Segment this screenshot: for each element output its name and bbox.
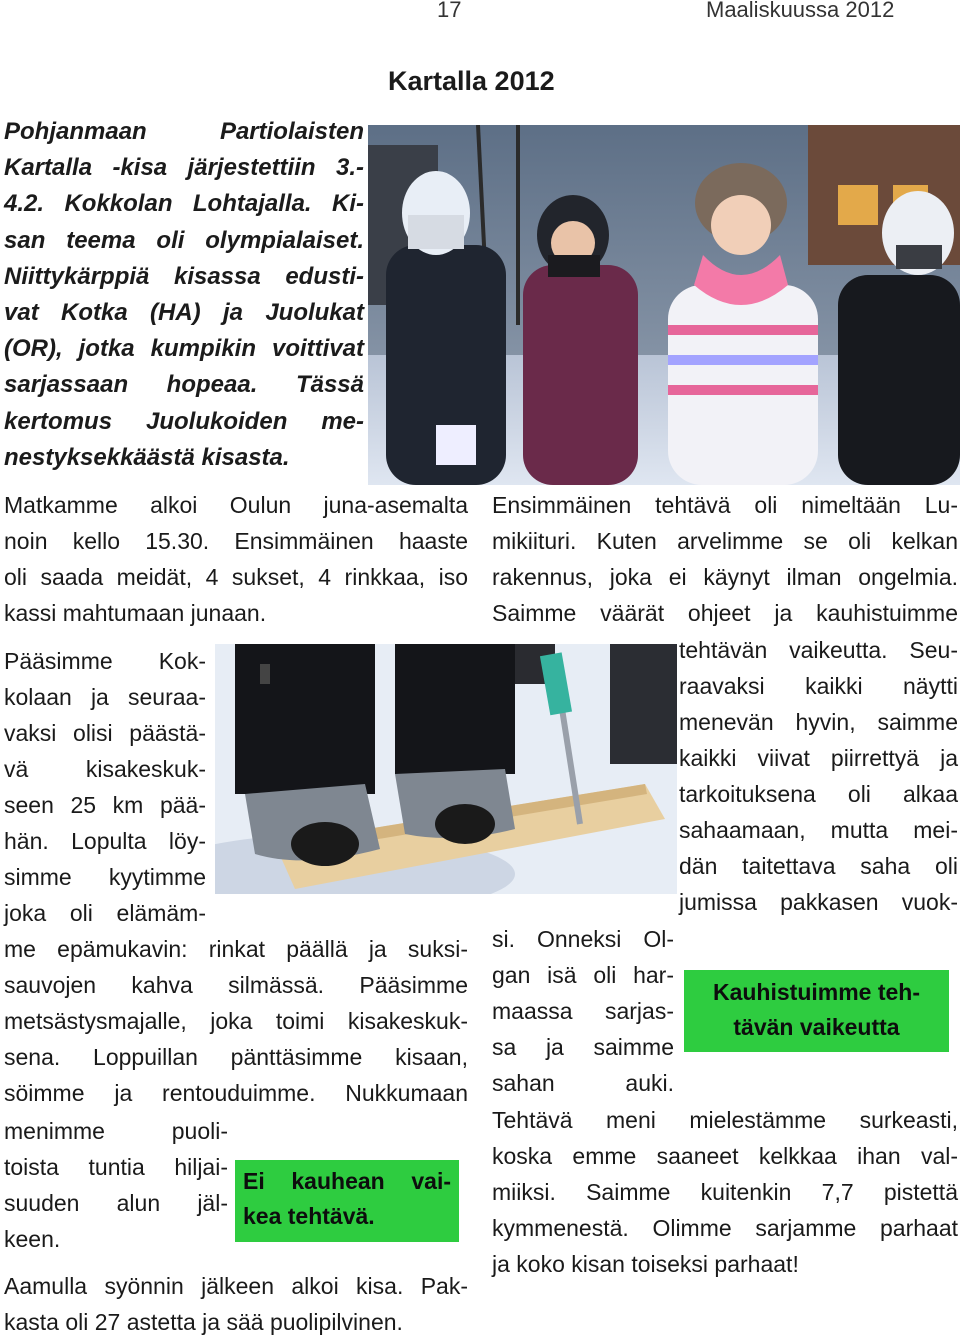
group-photo [368, 125, 960, 485]
body-line: rakennus, joka ei käynyt ilman ongelmia. [492, 564, 958, 590]
intro-line: san teema oli olympialaiset. [4, 226, 364, 254]
body-line: keen. [4, 1226, 61, 1252]
body-line: Ensimmäinen tehtävä oli nimeltään Lu- [492, 492, 958, 518]
body-line: menimme puoli- [4, 1118, 228, 1144]
body-line: kolaan ja seuraa- [4, 684, 206, 710]
body-line: oli saada meidät, 4 sukset, 4 rinkkaa, iso [4, 564, 468, 590]
body-line: sauvojen kahva silmässä. Pääsimme [4, 972, 468, 998]
body-line: mikiituri. Kuten arvelimme se oli kelkan [492, 528, 958, 554]
article-intro [4, 114, 364, 476]
body-line: Saimme väärät ohjeet ja kauhistuimme [492, 600, 958, 626]
body-line: suuden alun jäl- [4, 1190, 228, 1216]
body-line: dän taitettava saha oli [679, 853, 958, 879]
body-line: söimme ja rentouduimme. Nukkumaan [4, 1080, 468, 1106]
intro-line: nestyksekkäästä kisasta. [4, 443, 290, 471]
callout-scary-task [684, 970, 949, 1052]
body-line: sa ja saimme [492, 1034, 674, 1060]
body-line: si. Onneksi Ol- [492, 926, 674, 952]
body-line: me epämukavin: rinkat päällä ja suksi- [4, 936, 468, 962]
body-line: gan isä oli har- [492, 962, 674, 988]
body-line: miiksi. Saimme kuitenkin 7,7 pistettä [492, 1179, 958, 1205]
body-line: ja koko kisan toiseksi parhaat! [492, 1251, 799, 1277]
body-line: vä kisakeskuk- [4, 756, 206, 782]
intro-line: kertomus Juolukoiden me- [4, 407, 364, 435]
body-line: maassa sarjas- [492, 998, 674, 1024]
body-line: sahaamaan, mutta mei- [679, 817, 958, 843]
body-line: kaikki viivat piirrettyä ja [679, 745, 958, 771]
body-line: vaksi olisi päästä- [4, 720, 206, 746]
callout-line: tävän vaikeutta [733, 1014, 900, 1040]
body-line: metsästysmajalle, joka toimi kisakeskuk- [4, 1008, 468, 1034]
body-line: noin kello 15.30. Ensimmäinen haaste [4, 528, 468, 554]
intro-line: (OR), jotka kumpikin voittivat [4, 335, 364, 363]
body-line: sena. Loppuillan pänttäsimme kisaan, [4, 1044, 468, 1070]
body-line: Tehtävä meni mielestämme surkeasti, [492, 1107, 958, 1133]
body-line: koska emme saaneet kelkkaa ihan val- [492, 1143, 958, 1169]
body-line: sahan auki. [492, 1070, 674, 1096]
body-line: Pääsimme Kok- [4, 648, 206, 674]
callout-line: Kauhistuimme teh- [712, 979, 921, 1005]
body-line: Aamulla syönnin jälkeen alkoi kisa. Pak- [4, 1273, 468, 1299]
body-line: kassi mahtumaan junaan. [4, 600, 267, 626]
body-line: seen 25 km pää- [4, 792, 206, 818]
body-line: kymmenestä. Olimme sarjamme parhaat [492, 1215, 958, 1241]
body-line: Matkamme alkoi Oulun juna-asemalta [4, 492, 468, 518]
callout-line: Ei kauhean vai- [243, 1168, 451, 1194]
body-line: jumissa pakkasen vuok- [679, 889, 958, 915]
body-line: hän. Lopulta löy- [4, 828, 206, 854]
intro-line: sarjassaan hopeaa. Tässä [4, 371, 364, 399]
body-line: joka oli elämäm- [4, 900, 206, 926]
body-line: tehtävän vaikeutta. Seu- [679, 637, 958, 663]
article-title: Kartalla 2012 [388, 66, 555, 96]
issue-date: Maaliskuussa 2012 [706, 0, 895, 22]
body-line: menevän hyvin, saimme [679, 709, 958, 735]
sled-building-photo [215, 644, 677, 894]
body-line: kasta oli 27 astetta ja sää puolipilvinen. [4, 1309, 403, 1335]
body-line: toista tuntia hiljai- [4, 1154, 228, 1180]
callout-easy-task [235, 1160, 459, 1242]
body-line: simme kyytimme [4, 864, 206, 890]
intro-line: vat Kotka (HA) ja Juolukat [4, 299, 364, 327]
page-number: 17 [437, 0, 462, 22]
callout-line: kea tehtävä. [243, 1203, 375, 1229]
intro-line: 4.2. Kokkolan Lohtajalla. Ki- [4, 190, 364, 218]
body-line: raavaksi kaikki näytti [679, 673, 958, 699]
intro-line: Kartalla -kisa järjestettiin 3.- [4, 154, 364, 182]
intro-line: Pohjanmaan Partiolaisten [4, 118, 364, 145]
intro-line: Niittykärppiä kisassa edusti- [4, 262, 364, 290]
body-line: tarkoituksena oli alkaa [679, 781, 958, 807]
